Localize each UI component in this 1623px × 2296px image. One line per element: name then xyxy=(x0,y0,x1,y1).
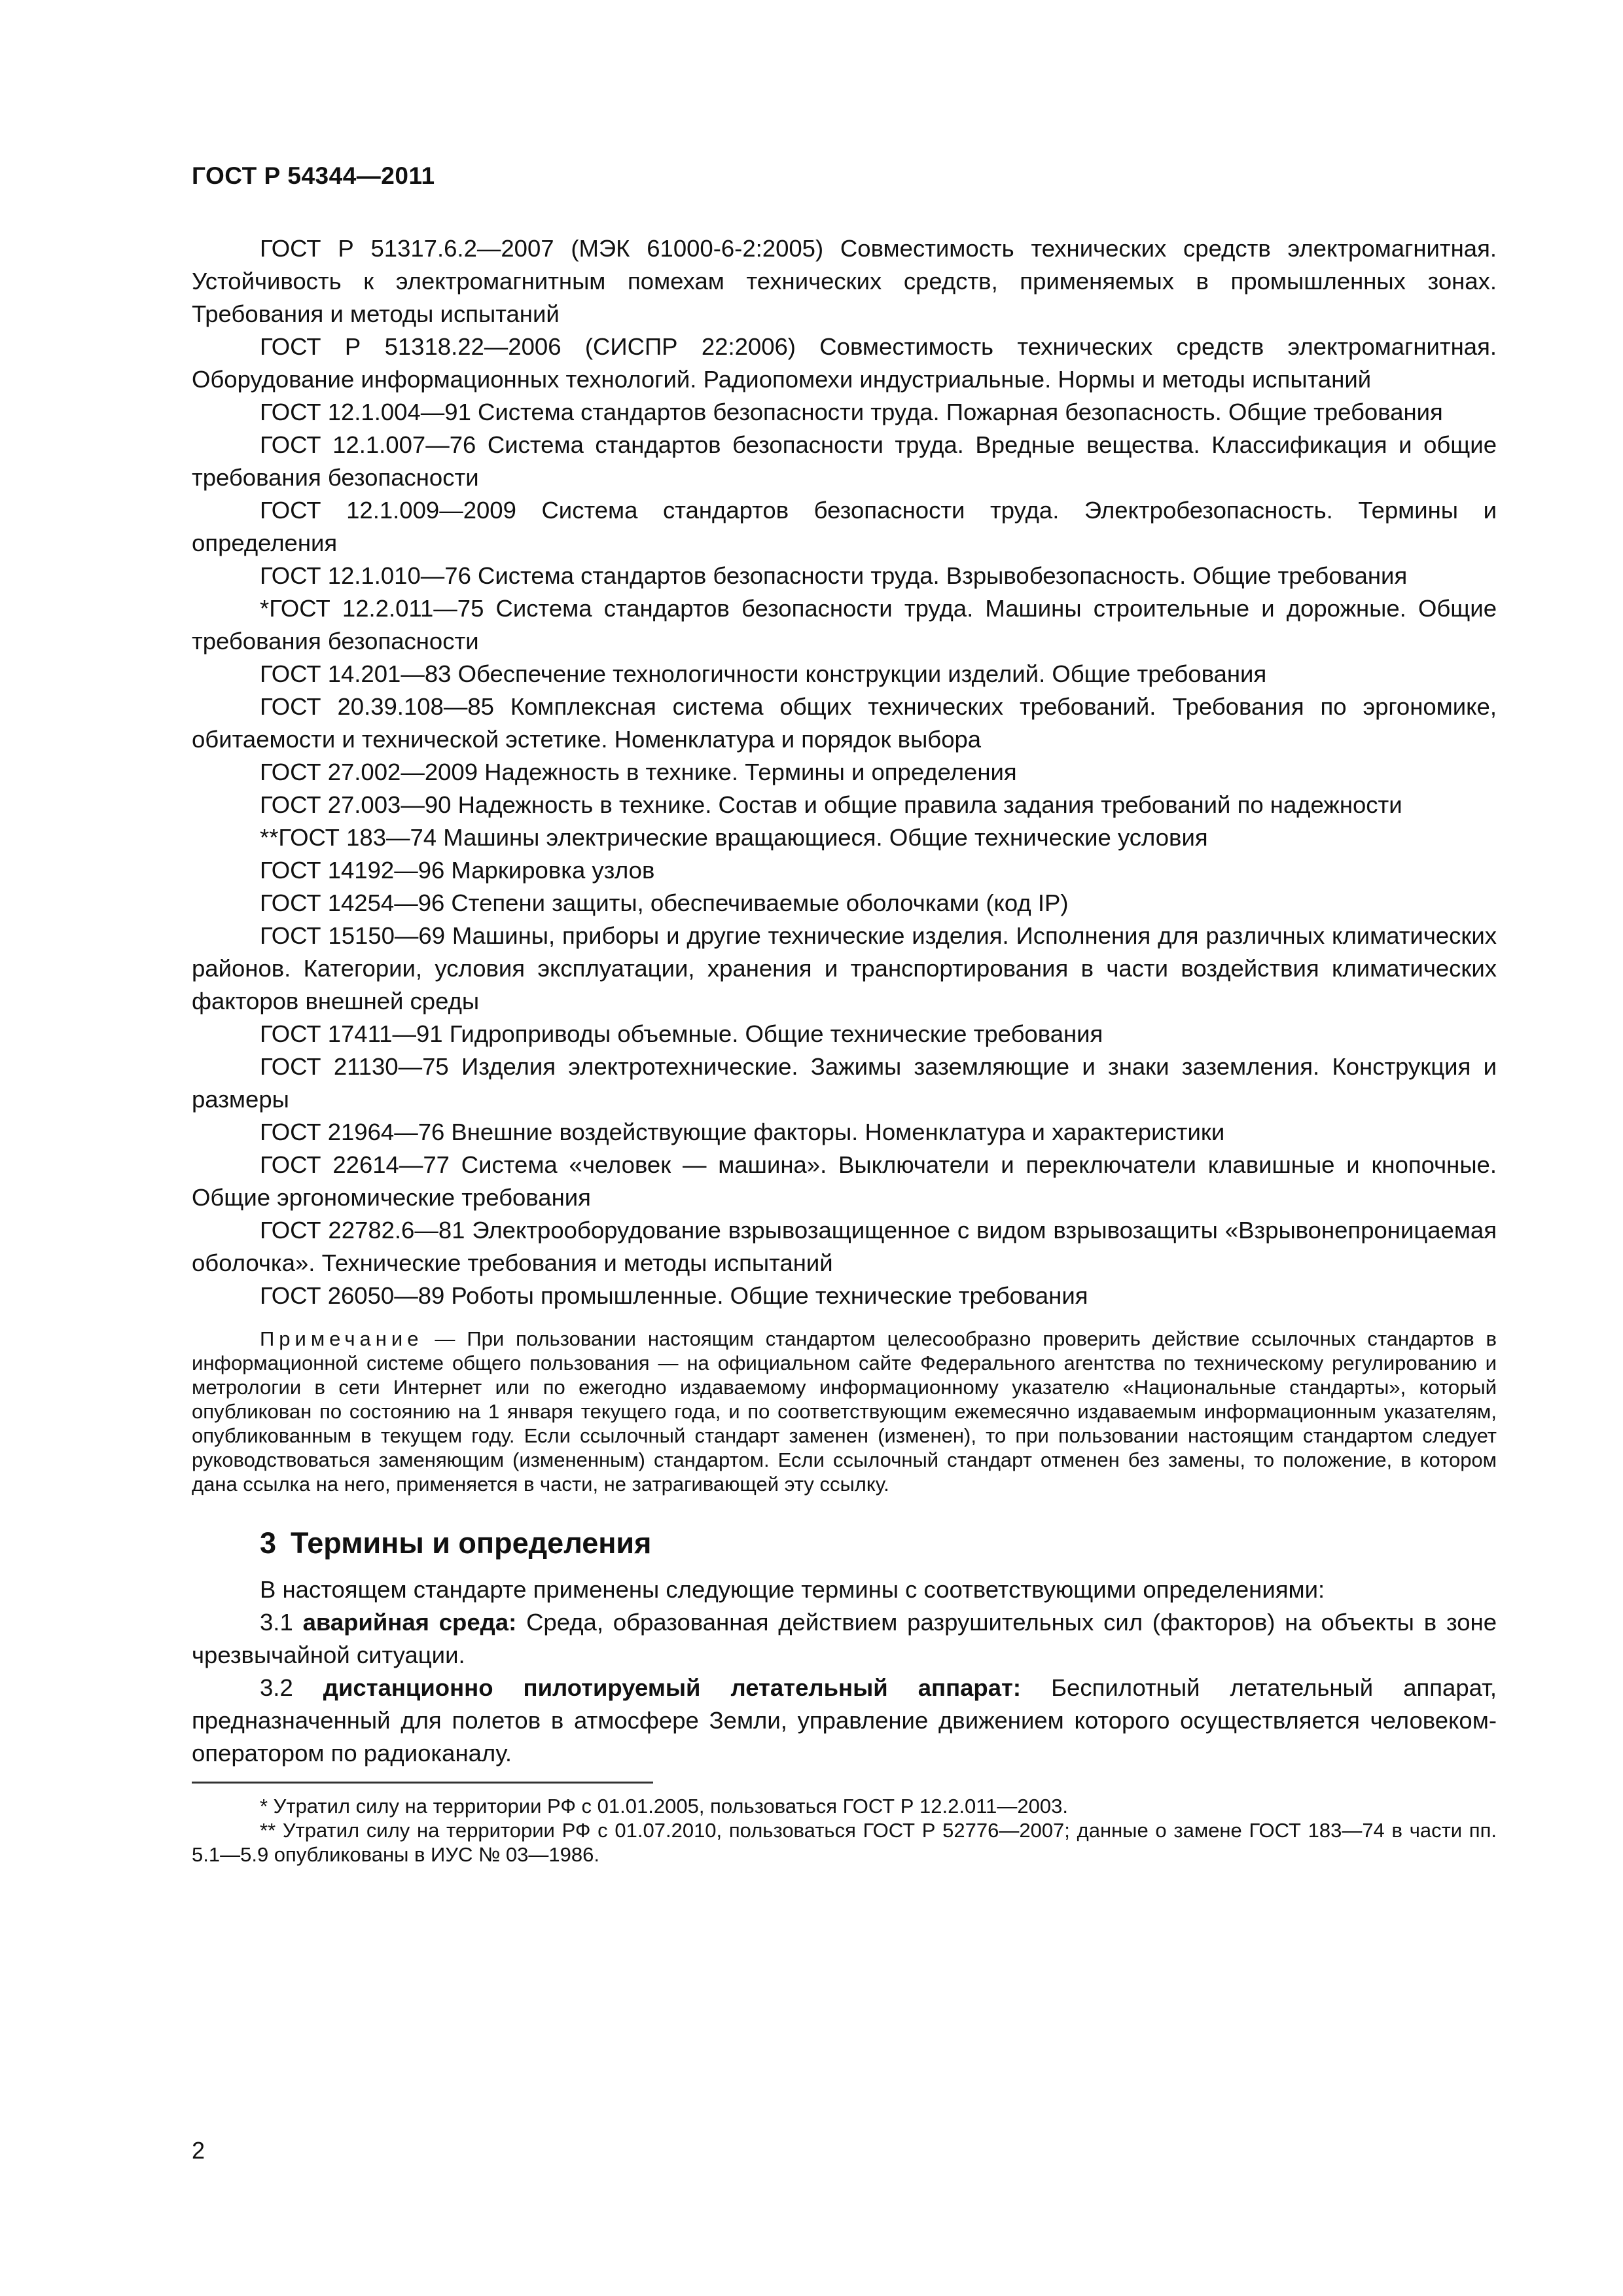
page-number: 2 xyxy=(192,2137,205,2164)
footnote: ** Утратил силу на территории РФ с 01.07.2010, пользоваться ГОСТ Р 52776—2007; данные о замене ГОСТ 183—74 в части пп. 5.1—5.9 опубликованы в ИУС № 03—1986. xyxy=(192,1819,1497,1866)
section-heading xyxy=(260,1524,1497,1563)
reference-item: ГОСТ 12.1.004—91 Система стандартов безопасности труда. Пожарная безопасность. Общие требования xyxy=(260,399,1443,425)
reference-item: **ГОСТ 183—74 Машины электрические вращающиеся. Общие технические условия xyxy=(260,824,1208,851)
term-text: Среда, образованная действием разрушительных сил (факторов) на объекты в зоне чрезвычайной ситуации. xyxy=(192,1609,1497,1668)
reference-item: ГОСТ 12.1.010—76 Система стандартов безопасности труда. Взрывобезопасность. Общие требования xyxy=(260,562,1408,589)
section-title: Термины и определения xyxy=(291,1526,652,1560)
standard-code-header: ГОСТ Р 54344—2011 xyxy=(192,162,435,189)
term-definition xyxy=(192,1606,1497,1672)
term-number: 3.2 xyxy=(260,1674,293,1701)
reference-item: *ГОСТ 12.2.011—75 Система стандартов безопасности труда. Машины строительные и дорожные. Общие требования безопасности xyxy=(192,595,1497,655)
reference-item: ГОСТ 14254—96 Степени защиты, обеспечиваемые оболочками (код IP) xyxy=(260,889,1069,916)
reference-item: ГОСТ 22782.6—81 Электрооборудование взрывозащищенное с видом взрывозащиты «Взрывонепроницаемая оболочка». Технические требования и методы испытаний xyxy=(192,1217,1497,1276)
reference-item: ГОСТ 27.003—90 Надежность в технике. Состав и общие правила задания требований по надежности xyxy=(260,791,1402,818)
reference-item: ГОСТ 12.1.009—2009 Система стандартов безопасности труда. Электробезопасность. Термины и определения xyxy=(192,497,1497,556)
footnote: * Утратил силу на территории РФ с 01.01.2005, пользоваться ГОСТ Р 12.2.011—2003. xyxy=(260,1795,1068,1818)
term-name: аварийная среда: xyxy=(302,1609,517,1636)
reference-item: ГОСТ 21964—76 Внешние воздействующие факторы. Номенклатура и характеристики xyxy=(260,1119,1225,1145)
note-paragraph xyxy=(192,1327,1497,1496)
note-text: — При пользовании настоящим стандартом целесообразно проверить действие ссылочных стандартов в информационной системе общего пользования — на официальном сайте Федерального агентства по техническому регулированию и метрологии в сети Интернет или по ежегодно издаваемому информационному указателю «Национальные стандарты», который опубликован по состоянию на 1 января текущего года, и по соответствующим ежемесячно издаваемым информационным указателям, опубликованным в текущем году. Если ссылочный стандарт заменен (изменен), то при пользовании настоящим стандартом следует руководствоваться заменяющим (измененным) стандартом. Если ссылочный стандарт отменен без замены, то положение, в котором дана ссылка на него, применяется в части, не затрагивающей эту ссылку. xyxy=(192,1327,1497,1496)
reference-item: ГОСТ 15150—69 Машины, приборы и другие технические изделия. Исполнения для различных климатических районов. Категории, условия эксплуатации, хранения и транспортирования в части воздействия климатических факторов внешней среды xyxy=(192,922,1497,1014)
reference-item: ГОСТ 14192—96 Маркировка узлов xyxy=(260,857,655,884)
section-intro: В настоящем стандарте применены следующие термины с соответствующими определениями: xyxy=(260,1576,1325,1603)
reference-item: ГОСТ 17411—91 Гидроприводы объемные. Общие технические требования xyxy=(260,1020,1103,1047)
term-name: дистанционно пилотируемый летательный аппарат: xyxy=(323,1674,1022,1701)
footnote-separator xyxy=(192,1782,653,1784)
reference-item: ГОСТ 14.201—83 Обеспечение технологичности конструкции изделий. Общие требования xyxy=(260,660,1267,687)
reference-item: ГОСТ 20.39.108—85 Комплексная система общих технических требований. Требования по эргономике, обитаемости и технической эстетике. Номенклатура и порядок выбора xyxy=(192,693,1497,753)
term-definition xyxy=(192,1672,1497,1770)
reference-item: ГОСТ 12.1.007—76 Система стандартов безопасности труда. Вредные вещества. Классификация и общие требования безопасности xyxy=(192,431,1497,491)
footnotes xyxy=(192,1794,1497,1867)
normative-references-list xyxy=(192,232,1497,1312)
note-label: Примечание xyxy=(260,1327,423,1350)
reference-item: ГОСТ 21130—75 Изделия электротехнические. Зажимы заземляющие и знаки заземления. Конструкция и размеры xyxy=(192,1053,1497,1113)
term-text: Беспилотный летательный аппарат, предназначенный для полетов в атмосфере Земли, управление движением которого осуществляется человеком-оператором по радиоканалу. xyxy=(192,1674,1497,1767)
page-content xyxy=(192,232,1497,1867)
term-number: 3.1 xyxy=(260,1609,293,1636)
section-number: 3 xyxy=(260,1526,277,1560)
reference-item: ГОСТ Р 51317.6.2—2007 (МЭК 61000-6-2:2005) Совместимость технических средств электромагнитная. Устойчивость к электромагнитным помехам технических средств, применяемых в промышленных зонах. Требования и методы испытаний xyxy=(192,235,1497,327)
reference-item: ГОСТ 27.002—2009 Надежность в технике. Термины и определения xyxy=(260,759,1017,785)
reference-item: ГОСТ Р 51318.22—2006 (СИСПР 22:2006) Совместимость технических средств электромагнитная. Оборудование информационных технологий. Радиопомехи индустриальные. Нормы и методы испытаний xyxy=(192,333,1497,393)
reference-item: ГОСТ 26050—89 Роботы промышленные. Общие технические требования xyxy=(260,1282,1088,1309)
reference-item: ГОСТ 22614—77 Система «человек — машина». Выключатели и переключатели клавишные и кнопочные. Общие эргономические требования xyxy=(192,1151,1497,1211)
